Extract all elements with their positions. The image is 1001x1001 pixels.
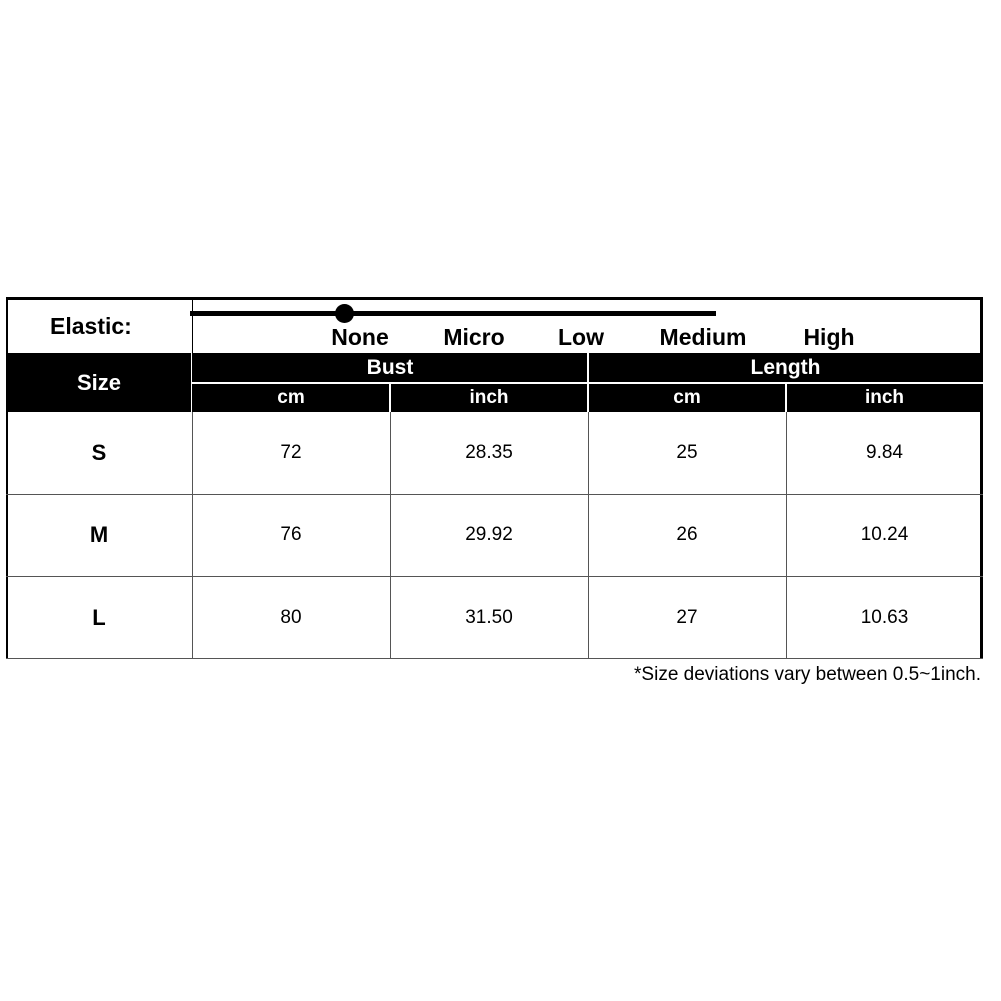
value-cell: 80: [280, 606, 302, 628]
size-cell-m: M: [89, 522, 109, 547]
elastic-level-medium: Medium: [659, 324, 747, 350]
value-cell: 10.63: [860, 606, 909, 628]
group-header-length: Length: [588, 353, 983, 382]
size-chart: [6, 297, 983, 659]
elastic-divider: [192, 297, 193, 353]
size-cell-s: S: [91, 440, 107, 465]
header-unit-sep-1: [785, 383, 787, 412]
header-unit-sep-0: [389, 383, 391, 412]
unit-header-length-inch: inch: [786, 384, 983, 412]
elastic-level-micro: Micro: [443, 324, 505, 350]
header-group-sep: [587, 353, 589, 412]
unit-header-bust-inch: inch: [390, 384, 588, 412]
value-cell: 27: [676, 606, 698, 628]
value-cell: 28.35: [465, 442, 513, 463]
size-header: Size: [6, 353, 192, 412]
elastic-scale-marker: [335, 304, 354, 323]
value-cell: 10.24: [860, 524, 909, 545]
chart-top-border: [6, 297, 983, 300]
elastic-level-high: High: [803, 324, 855, 350]
size-cell-l: L: [92, 604, 106, 630]
value-cell: 9.84: [866, 442, 903, 463]
group-header-bust: Bust: [192, 353, 588, 382]
value-cell: 26: [676, 524, 698, 545]
value-cell: 76: [280, 524, 302, 545]
value-cell: 29.92: [465, 524, 513, 545]
unit-header-bust-cm: cm: [192, 384, 390, 412]
size-footnote: *Size deviations vary between 0.5~1inch.: [634, 664, 981, 685]
elastic-level-low: Low: [558, 324, 604, 350]
elastic-level-none: None: [331, 324, 389, 350]
elastic-scale-track: [190, 311, 716, 316]
value-cell: 31.50: [465, 606, 513, 628]
value-cell: 25: [676, 442, 698, 463]
elastic-label: Elastic:: [50, 313, 132, 339]
unit-header-length-cm: cm: [588, 384, 786, 412]
value-cell: 72: [280, 442, 302, 463]
